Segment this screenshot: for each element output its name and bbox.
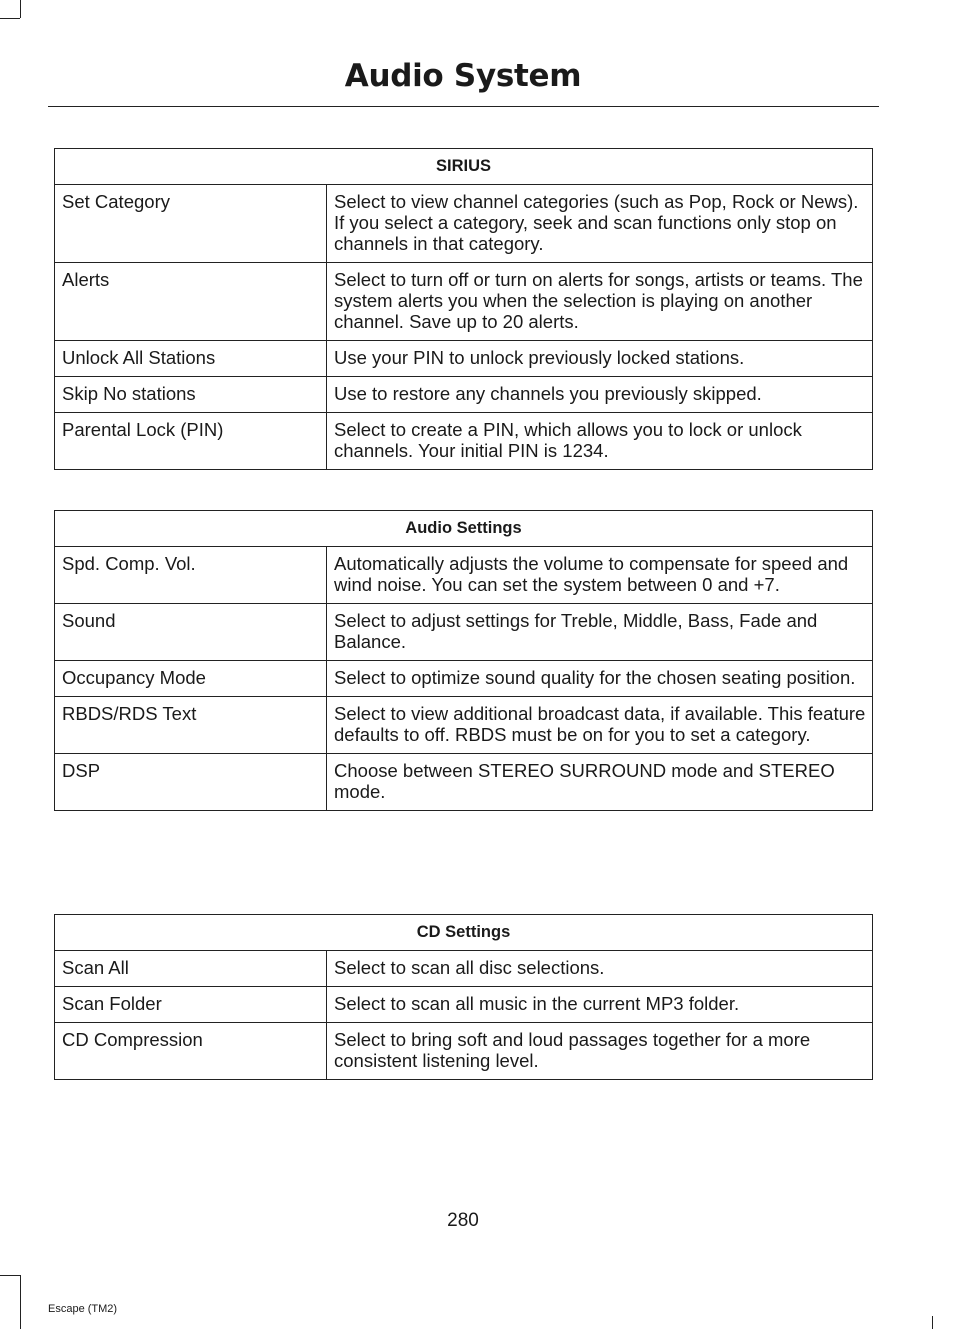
footer-model-label: Escape (TM2) [48,1303,118,1315]
setting-name: Scan All [55,951,327,987]
setting-name: Occupancy Mode [55,661,327,697]
setting-description: Choose between STEREO SURROUND mode and STEREO mode. [327,754,873,811]
table-row [55,754,873,811]
table-row [55,661,873,697]
setting-description: Select to turn off or turn on alerts for songs, artists or teams. The system alerts you when the selection is playing on another channel. Save up to 20 alerts. [327,263,873,341]
setting-name: Skip No stations [55,377,327,413]
table-heading: Audio Settings [55,511,873,547]
table-row [55,263,873,341]
table-header-row [55,149,873,185]
crop-mark [20,0,21,18]
setting-name: RBDS/RDS Text [55,697,327,754]
table-heading: CD Settings [55,915,873,951]
setting-description: Select to bring soft and loud passages together for a more consistent listening level. [327,1023,873,1080]
setting-description: Select to view additional broadcast data, if available. This feature defaults to off. RBDS must be on for you to set a category. [327,697,873,754]
table-row [55,951,873,987]
sirius-table [54,148,873,470]
title-divider [48,106,879,107]
setting-description: Use your PIN to unlock previously locked stations. [327,341,873,377]
setting-name: Parental Lock (PIN) [55,413,327,470]
table-row [55,377,873,413]
page-title: Audio System [344,58,582,94]
setting-name: Set Category [55,185,327,263]
setting-name: Scan Folder [55,987,327,1023]
table-row [55,341,873,377]
table-row [55,1023,873,1080]
setting-description: Select to view channel categories (such as Pop, Rock or News). If you select a category, seek and scan functions only stop on channels in that category. [327,185,873,263]
table-row [55,697,873,754]
setting-name: CD Compression [55,1023,327,1080]
table-row [55,604,873,661]
page-number: 280 [447,1210,479,1231]
crop-mark [0,18,20,19]
setting-description: Select to optimize sound quality for the chosen seating position. [327,661,873,697]
setting-name: Alerts [55,263,327,341]
table-row [55,413,873,470]
setting-name: Unlock All Stations [55,341,327,377]
crop-mark [0,1275,20,1276]
table-row [55,185,873,263]
table-heading: SIRIUS [55,149,873,185]
crop-mark [932,1316,933,1329]
setting-name: Sound [55,604,327,661]
setting-description: Select to create a PIN, which allows you to lock or unlock channels. Your initial PIN is 1234. [327,413,873,470]
setting-description: Select to adjust settings for Treble, Middle, Bass, Fade and Balance. [327,604,873,661]
table-row [55,987,873,1023]
setting-name: DSP [55,754,327,811]
setting-description: Select to scan all disc selections. [327,951,873,987]
cd-settings-table [54,914,873,1080]
audio-settings-table [54,510,873,811]
setting-description: Select to scan all music in the current MP3 folder. [327,987,873,1023]
crop-mark [20,1275,21,1329]
setting-description: Automatically adjusts the volume to compensate for speed and wind noise. You can set the system between 0 and +7. [327,547,873,604]
setting-name: Spd. Comp. Vol. [55,547,327,604]
table-header-row [55,511,873,547]
setting-description: Use to restore any channels you previously skipped. [327,377,873,413]
table-header-row [55,915,873,951]
table-row [55,547,873,604]
